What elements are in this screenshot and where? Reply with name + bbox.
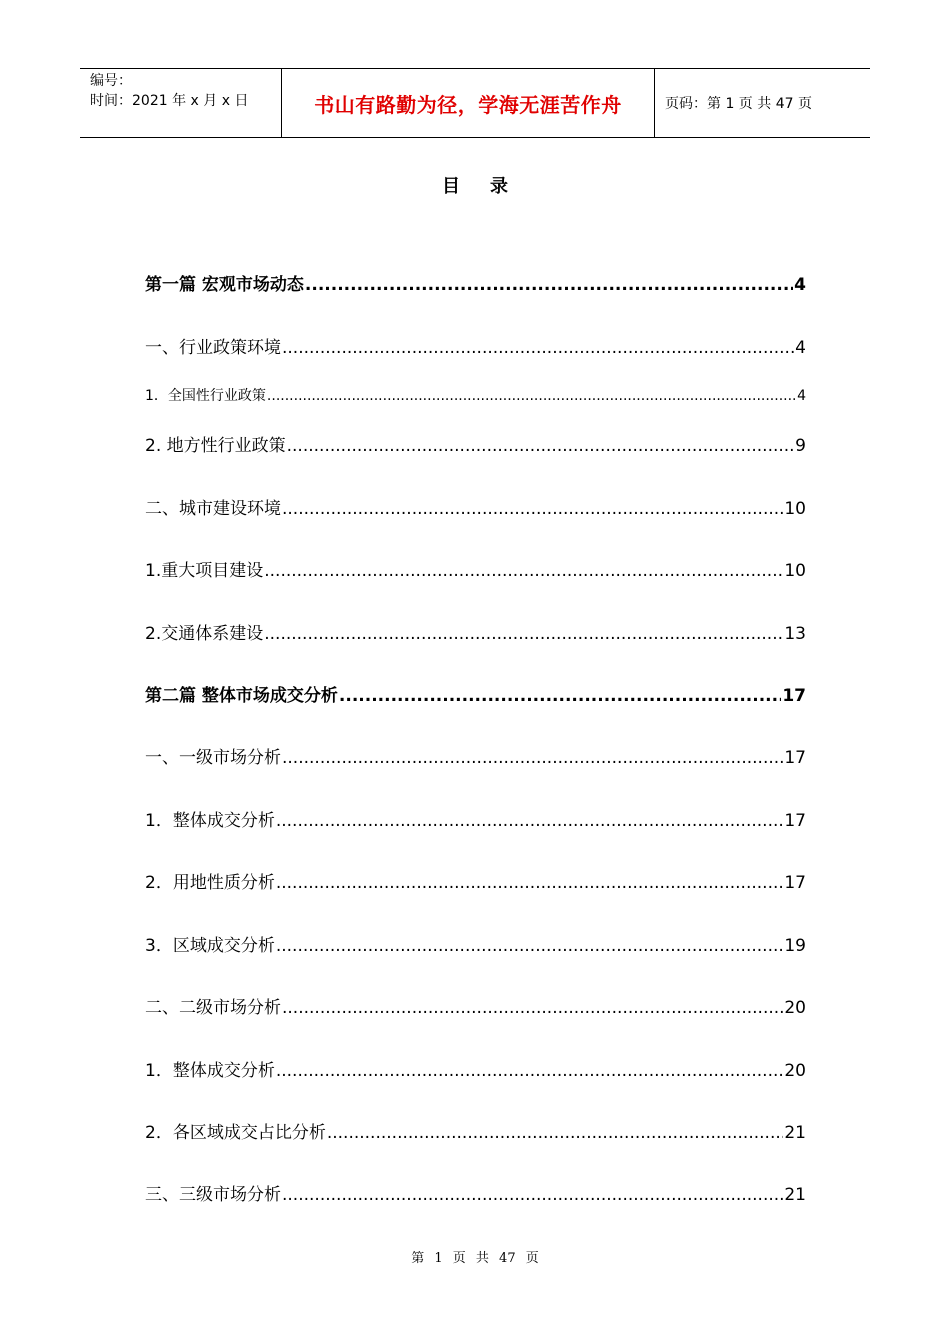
header-meta bbox=[80, 69, 282, 137]
toc-entry-page: 4 bbox=[794, 275, 806, 295]
header-time: 时间：2021 年 x 月 x 日 bbox=[90, 93, 249, 109]
toc-entry[interactable] bbox=[145, 494, 806, 519]
toc-entry-page: 10 bbox=[784, 561, 806, 581]
page-footer: 第 1 页 共 47 页 bbox=[411, 1251, 539, 1266]
toc-entry-text: 二、城市建设环境 bbox=[145, 499, 281, 519]
toc-entry[interactable] bbox=[145, 743, 806, 768]
toc-entry[interactable] bbox=[145, 1180, 806, 1205]
header-page-info: 页码：第 1 页 共 47 页 bbox=[665, 96, 812, 112]
toc-entry-text: 2．各区域成交占比分析 bbox=[145, 1123, 326, 1143]
header-number: 编号： bbox=[90, 73, 132, 89]
toc-entry-page: 20 bbox=[784, 998, 806, 1018]
toc-entry-text: 三、三级市场分析 bbox=[145, 1185, 281, 1205]
toc-title: 目录 bbox=[442, 176, 538, 197]
toc-entry[interactable] bbox=[145, 931, 806, 956]
toc-entry-text: 2．用地性质分析 bbox=[145, 873, 275, 893]
toc-entry[interactable] bbox=[145, 333, 806, 358]
toc-entry-text: 1．整体成交分析 bbox=[145, 1061, 275, 1081]
toc-entry-part-1[interactable] bbox=[145, 270, 806, 295]
toc-entry-part-2[interactable] bbox=[145, 681, 806, 706]
page-header bbox=[80, 68, 870, 138]
toc-entry-page: 21 bbox=[784, 1123, 806, 1143]
toc-entry[interactable] bbox=[145, 806, 806, 831]
toc-entry[interactable] bbox=[145, 556, 806, 581]
toc-entry-text: 1．全国性行业政策 bbox=[145, 388, 266, 404]
toc-entry-text: 3．区域成交分析 bbox=[145, 936, 275, 956]
header-motto: 书山有路勤为径，学海无涯苦作舟 bbox=[282, 69, 655, 137]
toc-entry-text: 第一篇 宏观市场动态 bbox=[145, 275, 304, 295]
toc-entry-page: 9 bbox=[795, 436, 806, 456]
toc-entry-page: 13 bbox=[784, 624, 806, 644]
toc-entry-page: 4 bbox=[797, 388, 806, 404]
toc-entry-page: 4 bbox=[795, 338, 806, 358]
toc-entry-text: 1．整体成交分析 bbox=[145, 811, 275, 831]
toc-entry-page: 21 bbox=[784, 1185, 806, 1205]
toc-entry-text: 2.交通体系建设 bbox=[145, 624, 264, 644]
toc-entry-page: 20 bbox=[784, 1061, 806, 1081]
toc-entry[interactable] bbox=[145, 868, 806, 893]
toc-entry[interactable] bbox=[145, 431, 806, 456]
toc-entry-page: 19 bbox=[784, 936, 806, 956]
toc-entry-text: 第二篇 整体市场成交分析 bbox=[145, 686, 338, 706]
toc-entry-page: 17 bbox=[782, 686, 806, 706]
toc-entry-text: 一、行业政策环境 bbox=[145, 338, 281, 358]
toc-entry-page: 10 bbox=[784, 499, 806, 519]
toc-entry-page: 17 bbox=[784, 811, 806, 831]
toc-entry-text: 2. 地方性行业政策 bbox=[145, 436, 286, 456]
toc-entry-text: 二、二级市场分析 bbox=[145, 998, 281, 1018]
toc-entry[interactable] bbox=[145, 993, 806, 1018]
toc-entry-page: 17 bbox=[784, 748, 806, 768]
toc-entry[interactable] bbox=[145, 1056, 806, 1081]
toc-entry[interactable] bbox=[145, 385, 806, 405]
toc-entry[interactable] bbox=[145, 619, 806, 644]
toc-entry-text: 一、一级市场分析 bbox=[145, 748, 281, 768]
toc-entry[interactable] bbox=[145, 1118, 806, 1143]
toc-entry-page: 17 bbox=[784, 873, 806, 893]
toc-entry-text: 1.重大项目建设 bbox=[145, 561, 264, 581]
